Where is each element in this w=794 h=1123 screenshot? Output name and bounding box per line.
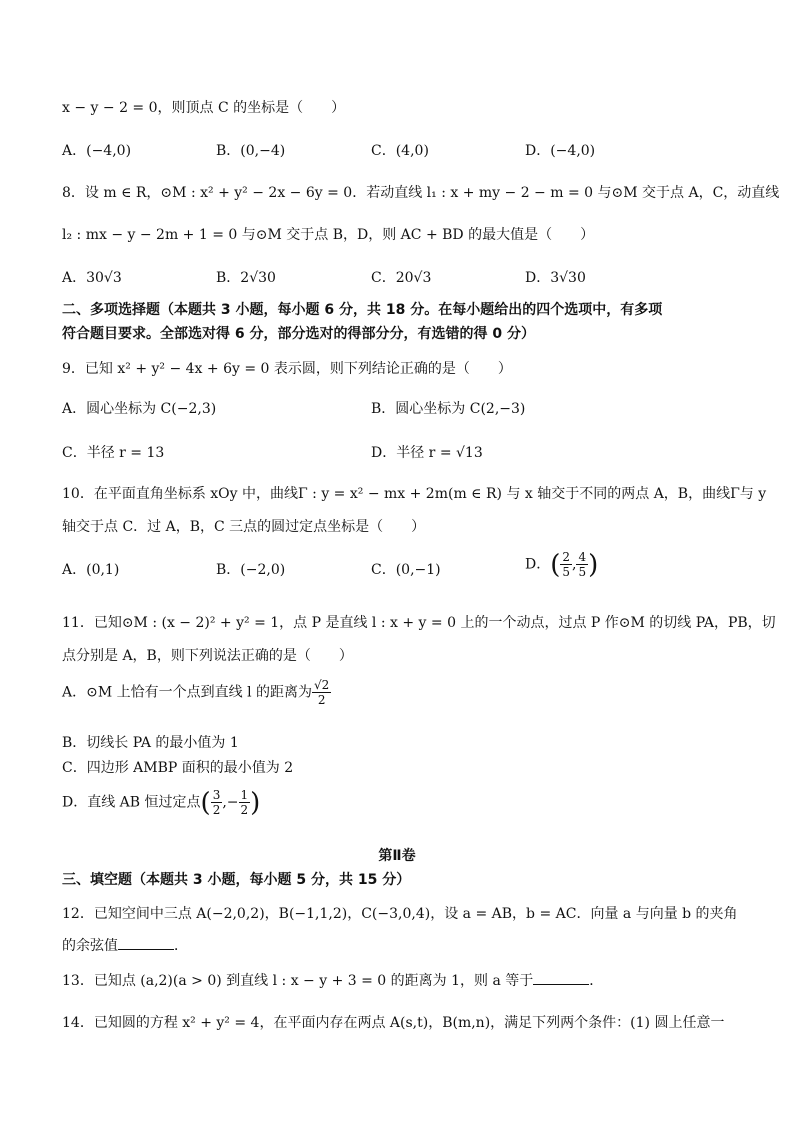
q13-pre: 13．已知点 (a,2)(a > 0) 到直线 l : x − y + 3 = 0 的距离为 1，则 a 等于 bbox=[62, 973, 534, 989]
q10-optd-frac2 bbox=[576, 550, 588, 579]
q14-stem-line1: 14．已知圆的方程 x² + y² = 4，在平面内存在两点 A(s,t)，B(m,n)，满足下列两个条件：(1) 圆上任意一 bbox=[62, 1015, 725, 1031]
q12-answer-blank[interactable] bbox=[118, 937, 174, 950]
q11-optd-num2: 1 bbox=[240, 788, 249, 802]
q10-optd-left-paren-glyph: ( bbox=[550, 549, 561, 580]
q11-opta-num: √2 bbox=[314, 678, 330, 692]
q11-stem-line1: 11．已知⊙M : (x − 2)² + y² = 1，点 P 是直线 l : x + y = 0 上的一个动点，过点 P 作⊙M 的切线 PA，PB，切 bbox=[62, 615, 776, 631]
q11-opta-den: 2 bbox=[317, 693, 326, 707]
q10-options bbox=[62, 550, 742, 586]
q11-option-a[interactable] bbox=[62, 678, 331, 707]
q10-optd-den1: 5 bbox=[562, 565, 571, 579]
q9-option-d[interactable]: D．半径 r = √13 bbox=[371, 445, 483, 461]
q11-option-b[interactable]: B．切线长 PA 的最小值为 1 bbox=[62, 735, 239, 751]
q11-option-d[interactable] bbox=[62, 788, 260, 817]
q10-option-b[interactable]: B．(−2,0) bbox=[216, 562, 286, 578]
q8-stem-line2: l₂ : mx − y − 2m + 1 = 0 与⊙M 交于点 B，D，则 AC + BD 的最大值是（ ） bbox=[62, 227, 595, 243]
q11-optd-left-paren-glyph: ( bbox=[200, 787, 211, 818]
q11-opta-frac bbox=[312, 678, 331, 707]
q10-optd-right-paren-glyph: ) bbox=[588, 549, 599, 580]
q12-stem-line2 bbox=[62, 935, 188, 955]
q12-line2-post: ． bbox=[174, 938, 188, 954]
q10-option-c[interactable]: C．(0,−1) bbox=[371, 562, 441, 578]
q11-stem-line2: 点分别是 A，B，则下列说法正确的是（ ） bbox=[62, 648, 353, 664]
q13-post: ． bbox=[589, 973, 604, 989]
q10-option-d-label: D． bbox=[525, 556, 551, 573]
q12-line2-pre: 的余弦值 bbox=[62, 938, 118, 954]
q8-stem-line1: 8．设 m ∈ R，⊙M : x² + y² − 2x − 6y = 0．若动直线 l₁ : x + my − 2 − m = 0 与⊙M 交于点 A，C，动直线 bbox=[62, 185, 780, 201]
q8-option-c[interactable]: C．20√3 bbox=[371, 270, 432, 286]
q9-stem: 9．已知 x² + y² − 4x + 6y = 0 表示圆，则下列结论正确的是（ ） bbox=[62, 361, 512, 377]
q13-stem bbox=[62, 970, 603, 990]
q10-stem-line1: 10．在平面直角坐标系 xOy 中，曲线Γ : y = x² − mx + 2m(m ∈ R) 与 x 轴交于不同的两点 A，B，曲线Γ与 y bbox=[62, 486, 767, 502]
q10-stem-line2: 轴交于点 C．过 A，B，C 三点的圆过定点坐标是（ ） bbox=[62, 519, 426, 535]
q10-option-a[interactable]: A．(0,1) bbox=[62, 562, 120, 578]
q11-optd-right-paren-glyph: ) bbox=[250, 787, 261, 818]
q7-option-b[interactable]: B．(0,−4) bbox=[216, 143, 286, 159]
q7-option-d[interactable]: D．(−4,0) bbox=[525, 143, 596, 159]
q10-optd-den2: 5 bbox=[578, 565, 587, 579]
part2-title: 第Ⅱ卷 bbox=[378, 848, 416, 864]
q11-optd-den1: 2 bbox=[212, 803, 221, 817]
q11-option-d-text: D．直线 AB 恒过定点 bbox=[62, 794, 201, 811]
q9-option-c[interactable]: C．半径 r = 13 bbox=[62, 445, 165, 461]
q10-optd-frac1 bbox=[560, 550, 572, 579]
q11-option-c[interactable]: C．四边形 AMBP 面积的最小值为 2 bbox=[62, 760, 294, 776]
q8-option-d[interactable]: D．3√30 bbox=[525, 270, 586, 286]
q7-option-a[interactable]: A．(−4,0) bbox=[62, 143, 132, 159]
q9-option-b[interactable]: B．圆心坐标为 C(2,−3) bbox=[371, 401, 526, 417]
q10-optd-num1: 2 bbox=[562, 550, 571, 564]
q9-option-a[interactable]: A．圆心坐标为 C(−2,3) bbox=[62, 401, 217, 417]
q11-optd-frac2 bbox=[239, 788, 251, 817]
section2-heading-line2: 符合题目要求。全部选对得 6 分，部分选对的得部分分，有选错的得 0 分） bbox=[62, 326, 535, 342]
q11-option-a-text: A．⊙M 上恰有一个点到直线 l 的距离为 bbox=[62, 684, 313, 701]
q7-continuation: x − y − 2 = 0，则顶点 C 的坐标是（ ） bbox=[62, 100, 346, 116]
q11-optd-sep: ,− bbox=[222, 794, 239, 811]
q13-answer-blank[interactable] bbox=[533, 972, 589, 985]
section2-heading-line1: 二、多项选择题（本题共 3 小题，每小题 6 分，共 18 分。在每小题给出的四个选项中，有多项 bbox=[62, 302, 663, 318]
q11-optd-frac1 bbox=[211, 788, 223, 817]
q11-optd-num1: 3 bbox=[212, 788, 221, 802]
q8-option-b[interactable]: B．2√30 bbox=[216, 270, 276, 286]
q8-option-a[interactable]: A．30√3 bbox=[62, 270, 122, 286]
q10-option-d[interactable]: D．( $\frac{2}{5}$ , $\frac{4}{5}$ ) bbox=[525, 549, 599, 580]
q10-optd-num2: 4 bbox=[578, 550, 587, 564]
section3-heading: 三、填空题（本题共 3 小题，每小题 5 分，共 15 分） bbox=[62, 872, 411, 888]
q7-option-c[interactable]: C．(4,0) bbox=[371, 143, 429, 159]
q11-optd-den2: 2 bbox=[240, 803, 249, 817]
q12-stem-line1: 12．已知空间中三点 A(−2,0,2)，B(−1,1,2)，C(−3,0,4)，设 a = AB，b = AC．向量 a 与向量 b 的夹角 bbox=[62, 906, 738, 922]
